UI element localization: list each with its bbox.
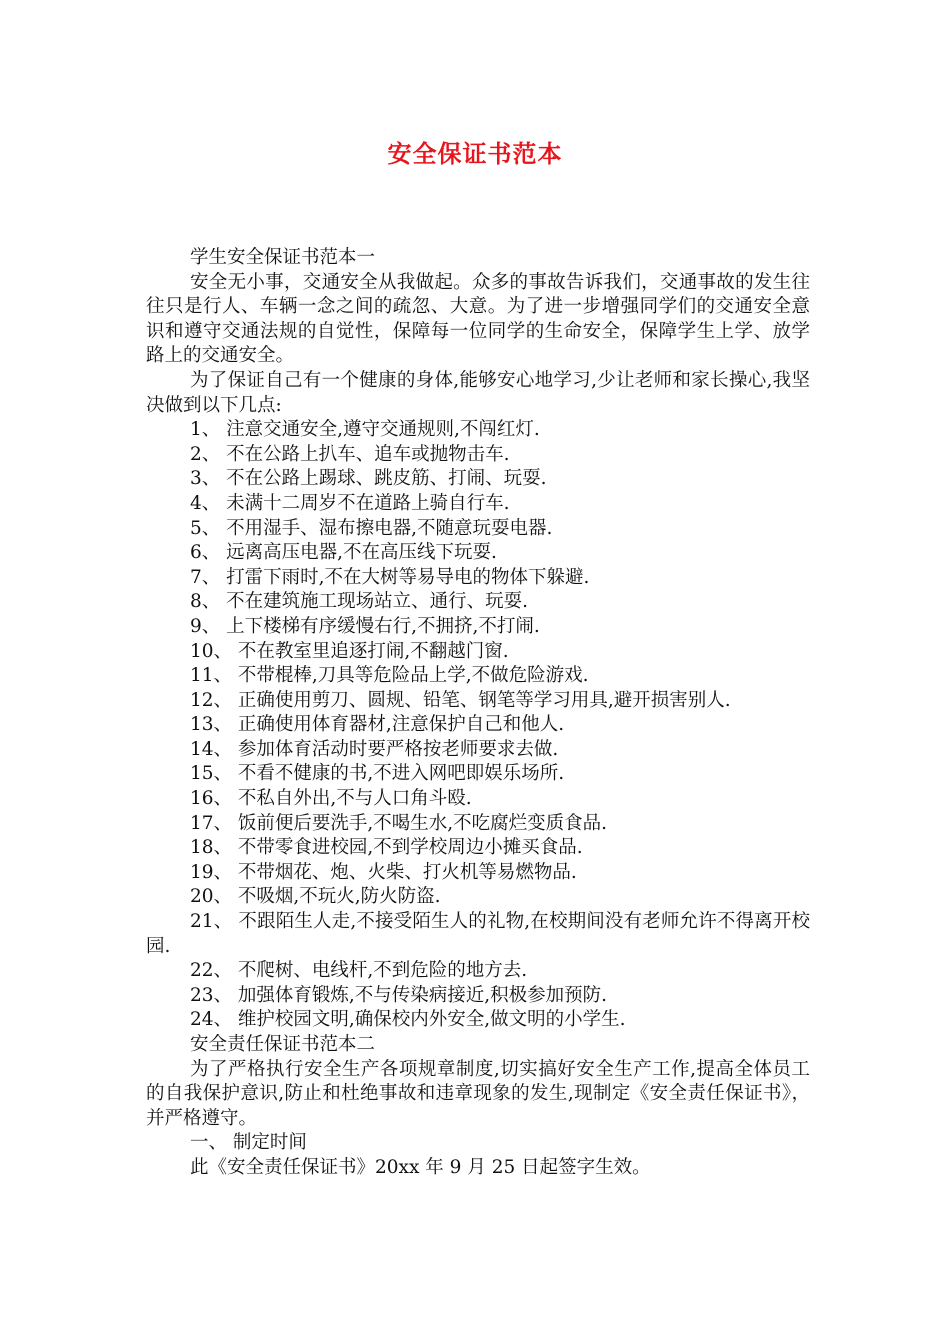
list-item: 10、 不在教室里追逐打闹,不翻越门窗.: [190, 640, 509, 662]
paragraph: 安全无小事，交通安全从我做起。众多的事故告诉我们，交通事故的发生往往只是行人、车辆一念之间的疏忽、大意。为了进一步增强同学们的交通安全意识和遵守交通法规的自觉性，保障每一位同学的生命安全，保障学生上学、放学路上的交通安全。: [146, 271, 810, 367]
list-item: 8、 不在建筑施工现场站立、通行、玩耍.: [190, 591, 529, 613]
list-item: 23、 加强体育锻炼,不与传染病接近,积极参加预防.: [190, 984, 608, 1006]
list-item: 16、 不私自外出,不与人口角斗殴.: [190, 788, 472, 810]
list-item: 15、 不看不健康的书,不进入网吧即娱乐场所.: [190, 763, 565, 785]
list-item: 18、 不带零食进校园,不到学校周边小摊买食品.: [190, 837, 583, 859]
list-item: 20、 不吸烟,不玩火,防火防盗.: [190, 886, 441, 908]
list-item: 11、 不带棍棒,刀具等危险品上学,不做危险游戏.: [190, 665, 589, 687]
list-item: 13、 正确使用体育器材,注意保护自己和他人.: [190, 714, 565, 736]
list-item: 19、 不带烟花、炮、火柴、打火机等易燃物品.: [190, 861, 577, 883]
list-item: 12、 正确使用剪刀、圆规、铅笔、钢笔等学习用具,避开损害别人.: [190, 689, 731, 711]
list-item: 21、 不跟陌生人走,不接受陌生人的礼物,在校期间没有老师允许不得离开校园.: [146, 911, 810, 957]
document-title: 安全保证书范本: [387, 140, 563, 168]
list-item: 17、 饭前便后要洗手,不喝生水,不吃腐烂变质食品.: [190, 812, 608, 834]
list-item: 4、 未满十二周岁不在道路上骑自行车.: [190, 492, 510, 514]
paragraph: 此《安全责任保证书》20xx 年 9 月 25 日起签字生效。: [190, 1156, 651, 1178]
list-item: 24、 维护校园文明,确保校内外安全,做文明的小学生.: [190, 1009, 626, 1031]
list-item: 22、 不爬树、电线杆,不到危险的地方去.: [190, 960, 528, 982]
section-heading: 学生安全保证书范本一: [190, 247, 376, 268]
section-heading: 安全责任保证书范本二: [190, 1034, 376, 1055]
list-item: 14、 参加体育活动时要严格按老师要求去做.: [190, 738, 559, 760]
document-body: [146, 246, 810, 1181]
paragraph: 为了保证自己有一个健康的身体,能够安心地学习,少让老师和家长操心,我坚决做到以下几点:: [146, 369, 810, 416]
paragraph: 为了严格执行安全生产各项规章制度,切实搞好安全生产工作,提高全体员工的自我保护意识,防止和杜绝事故和违章现象的发生,现制定《安全责任保证书》，并严格遵守。: [146, 1058, 810, 1129]
list-item: 7、 打雷下雨时,不在大树等易导电的物体下躲避.: [190, 566, 590, 588]
list-item: 9、 上下楼梯有序缓慢右行,不拥挤,不打闹.: [190, 615, 540, 637]
list-item: 6、 远离高压电器,不在高压线下玩耍.: [190, 542, 497, 564]
list-item: 2、 不在公路上扒车、追车或抛物击车.: [190, 443, 510, 465]
list-item: 5、 不用湿手、湿布擦电器,不随意玩耍电器.: [190, 517, 553, 539]
list-item: 3、 不在公路上踢球、跳皮筋、打闹、玩耍.: [190, 468, 547, 490]
subsection-heading: 一、 制定时间: [190, 1132, 307, 1154]
list-item: 1、 注意交通安全,遵守交通规则,不闯红灯.: [190, 419, 540, 441]
